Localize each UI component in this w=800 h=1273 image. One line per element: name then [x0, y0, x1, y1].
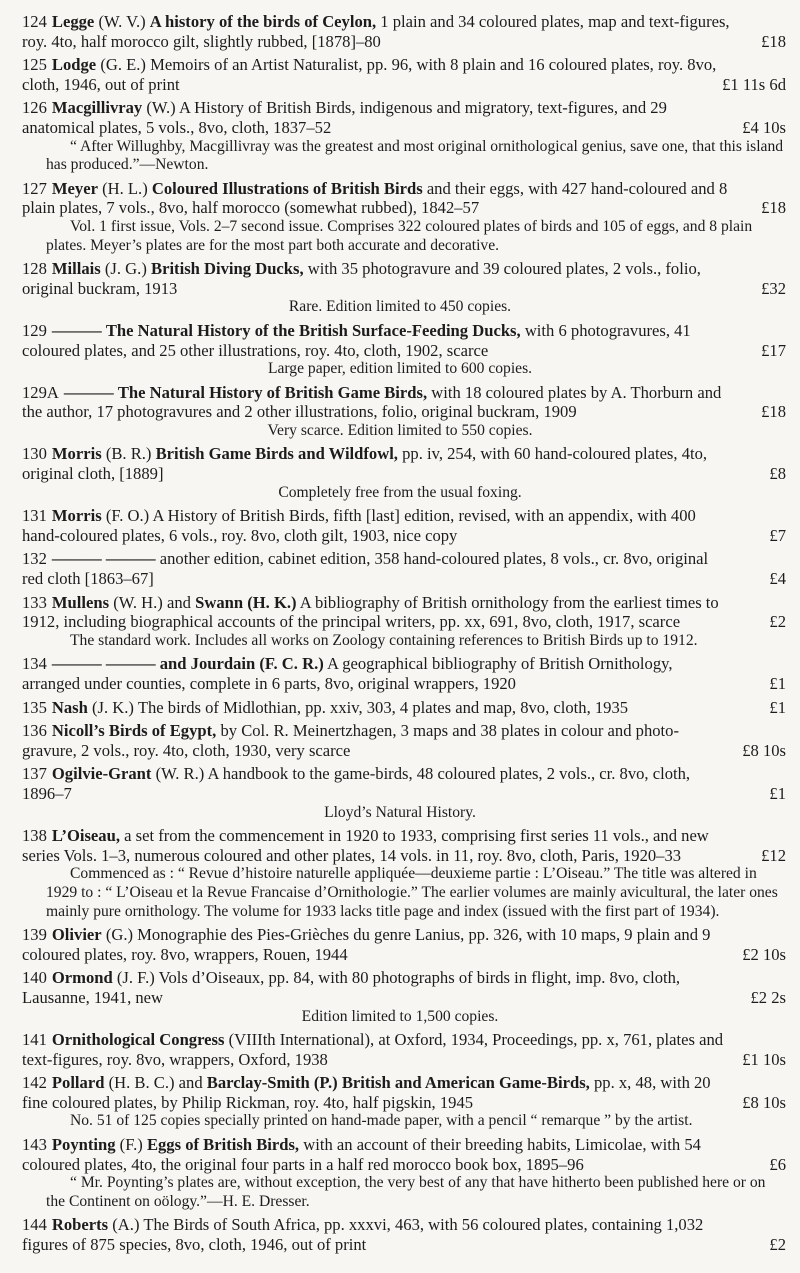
entry-title: A history of the birds of Ceylon, [149, 12, 377, 31]
entry-description: with an account of their breeding habits, Limicolae, with 54 coloured plates, 4to, the original four parts in a half red morocco book box, 1895–96 [22, 1135, 701, 1174]
entry-author: Poynting [51, 1135, 116, 1155]
entry-text [14, 721, 786, 760]
entry-number: 137 [22, 764, 47, 784]
entry-author-detail: (F. O.) [105, 506, 150, 526]
catalogue-entry [14, 259, 786, 317]
entry-edition-note: Rare. Edition limited to 450 copies. [288, 298, 512, 316]
entry-description: roy. 8vo, cloth, 1946, out of print [22, 55, 717, 94]
entry-price: £18 [761, 198, 786, 218]
entry-description: The birds of Midlothian, pp. xxiv, 303, 4 plates and map, 8vo, cloth, 1935 [137, 697, 629, 717]
entry-author-detail: (W. H.) and [113, 592, 191, 612]
entry-number: 140 [22, 968, 47, 988]
entry-note: The standard work. Includes all works on Zoology containing references to British Birds up to 1912. [70, 631, 698, 649]
entry-note: “ After Willughby, Macgillivray was the greatest and most original ornithological genius, save one, that this island has produced.”—Newton. [46, 137, 784, 174]
entry-author-detail: (H. L.) [102, 178, 148, 198]
entry-number: 136 [22, 721, 47, 741]
catalogue-entry [14, 321, 786, 379]
entry-text [14, 1135, 786, 1174]
entry-author: Ornithological Congress [51, 1030, 225, 1050]
entry-text [14, 506, 786, 545]
entry-description: and their eggs, with 427 hand-coloured and 8 plain plates, 7 vols., 8vo, half morocco (somewhat rubbed), 1842–57 [22, 178, 728, 218]
catalogue-entry [14, 1135, 786, 1211]
entry-text [14, 55, 786, 94]
entry-title: Swann (H. K.) [195, 592, 297, 612]
entry-text [14, 1215, 786, 1254]
entry-author-detail: (B. R.) [105, 444, 152, 464]
entry-description: Vols d’Oiseaux, pp. 84, with 80 photographs of birds in flight, imp. 8vo, cloth, Lausanne, 1941, new [22, 968, 681, 1007]
entry-author: Morris [51, 506, 102, 526]
entry-price: £4 10s [742, 117, 786, 137]
entry-author-detail: (J. G.) [104, 259, 147, 279]
entry-author-detail: (F.) [119, 1135, 143, 1155]
entry-author: Nicoll’s Birds of Egypt, [51, 721, 217, 741]
entry-title: The Natural History of British Game Birds, [117, 382, 428, 402]
entry-edition-note: Lloyd’s Natural History. [324, 803, 476, 821]
entry-number: 125 [22, 55, 47, 75]
entry-author: Nash [51, 697, 88, 717]
entry-author: ——— ——— [51, 549, 156, 569]
entry-text [14, 444, 786, 483]
entry-number: 124 [22, 12, 47, 31]
entry-description: (VIIIth International), at Oxford, 1934, Proceedings, pp. x, 761, plates and text-figures, roy. 8vo, wrappers, Oxford, 1938 [22, 1030, 724, 1069]
entry-description: another edition, cabinet edition, 358 hand-coloured plates, 8 vols., cr. 8vo, original red cloth [1863–67] [22, 549, 709, 589]
entry-number: 129 [22, 320, 47, 340]
entry-text [14, 826, 786, 865]
entry-number: 133 [22, 592, 47, 612]
entry-edition-note: Very scarce. Edition limited to 550 copies. [267, 421, 533, 439]
entry-text [14, 925, 786, 964]
entry-author: L’Oiseau, [51, 826, 120, 846]
entry-number: 127 [22, 178, 47, 198]
entry-text [14, 1073, 786, 1112]
entry-price: £1 11s 6d [722, 74, 786, 94]
entry-title: Eggs of British Birds, [146, 1135, 300, 1155]
entry-price: £1 10s [742, 1049, 786, 1069]
entry-author-detail: (W. V.) [98, 12, 146, 31]
entry-text [14, 593, 786, 632]
catalogue-entry [14, 1030, 786, 1069]
entry-price: £4 [769, 569, 786, 589]
entry-title: British Game Birds and Wildfowl, [155, 444, 398, 464]
entry-number: 132 [22, 549, 47, 569]
entry-title: Barclay-Smith (P.) British and American Game-Birds, [206, 1073, 590, 1093]
entry-price: £32 [761, 278, 786, 298]
entry-price: £1 [769, 783, 786, 803]
entry-edition-note: Completely free from the usual foxing. [278, 483, 522, 501]
entry-author-detail: (G. E.) Memoirs of an Artist Naturalist, pp. 96, with 8 plain and 16 coloured plates, [100, 55, 654, 75]
entry-price: £8 10s [742, 740, 786, 760]
catalogue-entry [14, 98, 786, 174]
entry-text [14, 1030, 786, 1069]
entry-description: A History of British Birds, fifth [last] edition, revised, with an appendix, with 400 hand-coloured plates, 6 vols., roy. 8vo, cloth gilt, 1903, nice copy [22, 506, 696, 545]
catalogue-entry [14, 1215, 786, 1254]
catalogue-entry [14, 444, 786, 502]
entry-number: 134 [22, 654, 47, 674]
entry-description: A geographical bibliography of British Ornithology, arranged under counties, complete in 6 parts, 8vo, original wrappers, 1920 [22, 654, 673, 693]
entry-description: 1 plain and 34 coloured plates, map and text-figures, roy. 4to, half morocco gilt, slightly rubbed, [1878]–80 [22, 12, 730, 51]
entry-number: 131 [22, 506, 47, 526]
entry-number: 126 [22, 98, 47, 118]
entry-author-detail: (W.) [146, 98, 176, 118]
entry-price: £17 [761, 340, 786, 360]
entry-text [14, 179, 786, 218]
entry-price: £18 [761, 402, 786, 422]
entry-number: 144 [22, 1215, 47, 1235]
entry-author: Mullens [51, 592, 110, 612]
entry-number: 143 [22, 1135, 47, 1155]
entry-number: 141 [22, 1030, 47, 1050]
entry-text [14, 98, 786, 137]
entry-price: £12 [761, 845, 786, 865]
entry-price: £2 10s [742, 944, 786, 964]
entry-note: Commenced as : “ Revue d’histoire naturelle appliquée—deuxieme partie : L’Oiseau.” The title was altered in 1929 to : “ L’Oiseau et la Revue Francaise d’Ornithologie.” The earlier volumes are mainly avicultural, the later ones mainly pure ornithology. The volume for 1933 lacks title page and index (issued with the first part of 1934). [46, 865, 778, 920]
catalogue-entry [14, 654, 786, 693]
catalogue-entry [14, 506, 786, 545]
catalogue-entry [14, 968, 786, 1026]
entry-description: with 18 coloured plates by A. Thorburn and the author, 17 photogravures and 2 other illustrations, folio, original buckram, 1909 [22, 382, 722, 422]
entry-author-detail: (A.) [112, 1215, 140, 1235]
entry-text [14, 654, 786, 693]
catalogue-entry [14, 12, 786, 51]
entry-description: by Col. R. Meinertzhagen, 3 maps and 38 plates in colour and photo-gravure, 2 vols., roy. 4to, cloth, 1930, very scarce [22, 721, 679, 760]
entry-text [14, 968, 786, 1007]
entry-price: £6 [769, 1154, 786, 1174]
catalogue-entry [14, 549, 786, 588]
catalogue-entry [14, 698, 786, 718]
entry-author: Roberts [51, 1215, 109, 1235]
catalogue-entry [14, 1073, 786, 1131]
entry-author-detail: (J. F.) [116, 968, 155, 988]
entry-number: 142 [22, 1073, 47, 1093]
entry-text [14, 549, 786, 588]
entry-price: £8 10s [742, 1092, 786, 1112]
catalogue-entry [14, 826, 786, 921]
entry-author: Pollard [51, 1073, 105, 1093]
entry-author: Ormond [51, 968, 113, 988]
entry-note: “ Mr. Poynting’s plates are, without exception, the very best of any that have hitherto been published here or on the Continent on oölogy.”—H. E. Dresser. [46, 1174, 766, 1210]
entry-author-detail: (H. B. C.) and [108, 1073, 203, 1093]
entry-title: British Diving Ducks, [151, 259, 304, 279]
entry-description: Monographie des Pies-Grièches du genre Lanius, pp. 326, with 10 maps, 9 plain and 9 coloured plates, roy. 8vo, wrappers, Rouen, 1944 [22, 925, 711, 964]
entry-price: £2 [769, 612, 786, 632]
entry-author: Millais [51, 259, 101, 279]
entry-number: 129A [22, 382, 59, 402]
catalogue-entry [14, 55, 786, 94]
entry-author: ——— [63, 382, 114, 402]
entry-number: 139 [22, 925, 47, 945]
entry-author: Meyer [51, 178, 98, 198]
entry-author-detail: (G.) [105, 925, 133, 945]
catalogue-entry [14, 593, 786, 651]
entry-author: Legge [51, 12, 95, 31]
entry-title: Coloured Illustrations of British Birds [151, 178, 423, 198]
entry-number: 138 [22, 826, 47, 846]
entry-description: A bibliography of British ornithology from the earliest times to 1912, including biographical accounts of the principal writers, pp. xx, 691, 8vo, cloth, 1917, scarce [22, 592, 719, 632]
entry-text [14, 321, 786, 360]
entry-edition-note: Edition limited to 1,500 copies. [301, 1007, 499, 1025]
catalogue-entry [14, 721, 786, 760]
entry-price: £1 [769, 697, 786, 717]
entry-price: £8 [769, 464, 786, 484]
entry-description: with 35 photogravure and 39 coloured plates, 2 vols., folio, original buckram, 1913 [22, 259, 701, 298]
catalogue-entry [14, 764, 786, 822]
entry-description: The Birds of South Africa, pp. xxxvi, 463, with 56 coloured plates, containing 1,032 figures of 875 species, 8vo, cloth, 1946, out of print [22, 1215, 704, 1255]
entry-price: £18 [761, 31, 786, 51]
entry-author: ——— [51, 320, 102, 340]
entry-author: ——— ——— and [51, 654, 187, 674]
entry-description: with 6 photogravures, 41 coloured plates, and 25 other illustrations, roy. 4to, cloth, 1902, scarce [22, 320, 691, 360]
entry-description: A handbook to the game-birds, 48 coloured plates, 2 vols., cr. 8vo, cloth, 1896–7 [22, 764, 691, 803]
entry-author: Ogilvie-Grant [51, 764, 152, 784]
entry-description: a set from the commencement in 1920 to 1933, comprising first series 11 vols., and new series Vols. 1–3, numerous coloured and other plates, 14 vols. in 11, roy. 8vo, cloth, Paris, 1920–33 [22, 826, 709, 865]
entry-note: No. 51 of 125 copies specially printed on hand-made paper, with a pencil “ remarque ” by the artist. [70, 1112, 693, 1130]
entry-text [14, 764, 786, 803]
catalogue-entry [14, 925, 786, 964]
entry-text [14, 383, 786, 422]
entry-author: Olivier [51, 925, 102, 945]
entry-edition-note: Large paper, edition limited to 600 copies. [267, 360, 533, 378]
entry-price: £2 2s [750, 987, 786, 1007]
catalogue-entry [14, 179, 786, 255]
entry-description: A History of British Birds, indigenous and migratory, text-figures, and 29 anatomical plates, 5 vols., 8vo, cloth, 1837–52 [22, 98, 667, 137]
entry-description: pp. x, 48, with 20 fine coloured plates, by Philip Rickman, roy. 4to, half pigskin, 1945 [22, 1073, 711, 1112]
entry-author-detail: (J. K.) [92, 697, 134, 717]
entry-number: 135 [22, 697, 47, 717]
entry-number: 128 [22, 259, 47, 279]
entry-price: £2 [769, 1235, 786, 1255]
entry-note: Vol. 1 first issue, Vols. 2–7 second issue. Comprises 322 coloured plates of birds and 105 of eggs, and 8 plain plates. Meyer’s plates are for the most part both accurate and decorative. [46, 217, 753, 254]
entry-text [14, 12, 786, 51]
entry-price: £7 [769, 525, 786, 545]
entry-author: Lodge [51, 55, 97, 75]
entry-author: Morris [51, 444, 102, 464]
entry-title: Jourdain (F. C. R.) [190, 654, 324, 674]
entry-description: pp. iv, 254, with 60 hand-coloured plates, 4to, original cloth, [1889] [22, 444, 708, 484]
entry-text [14, 698, 786, 718]
entry-author-detail: (W. R.) [155, 764, 205, 784]
entry-text [14, 259, 786, 298]
entry-price: £1 [769, 674, 786, 693]
entry-author: Macgillivray [51, 98, 143, 118]
entry-title: The Natural History of the British Surface-Feeding Ducks, [105, 320, 521, 340]
catalogue-entry [14, 383, 786, 441]
entry-number: 130 [22, 444, 47, 464]
